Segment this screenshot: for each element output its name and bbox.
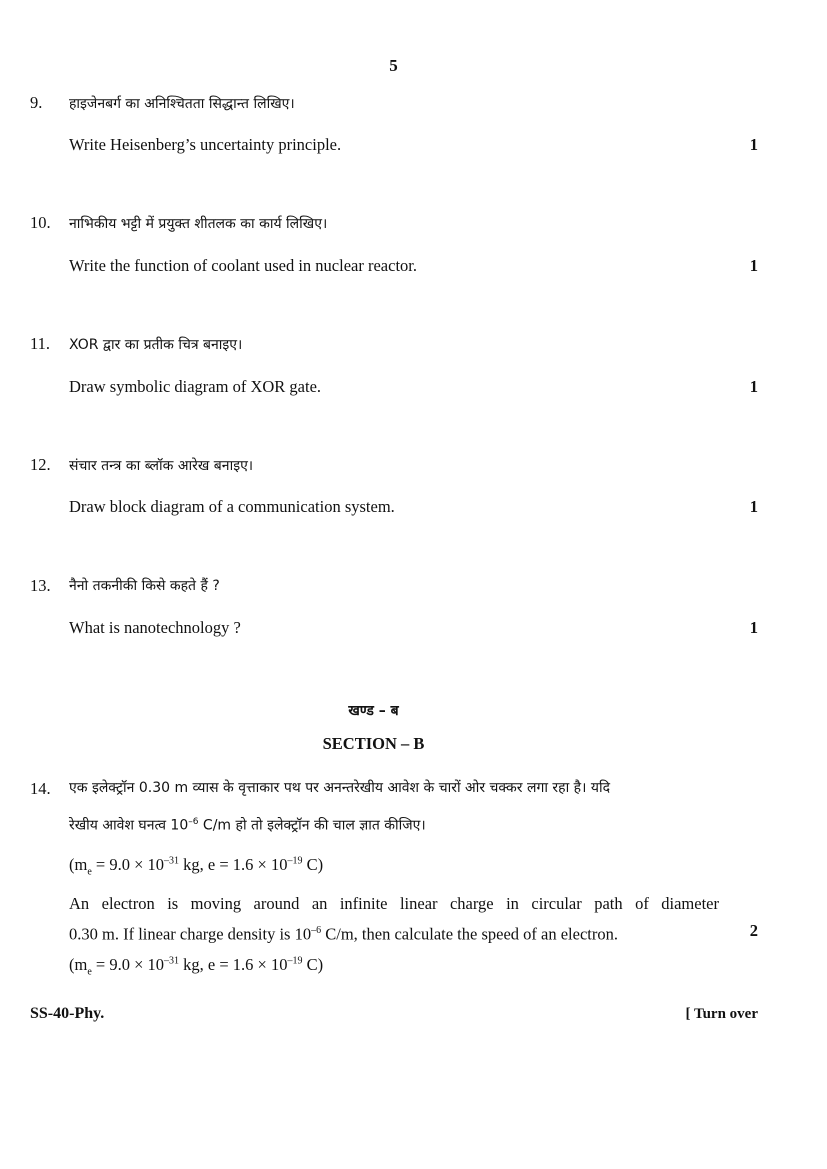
given-constants: ($m_e = 9.0 \times 10^{-31}$ kg, $e = 1.6 \times 10^{-19}$ C)	[69, 955, 324, 978]
question-text-english: Write the function of coolant used in nuclear reactor.	[69, 256, 417, 275]
turn-over-note: [ Turn over	[685, 1006, 758, 1022]
section-heading-english: SECTION – B	[322, 734, 425, 753]
question-number: 10.	[30, 213, 51, 232]
question-text-english-line: An electron is moving around an infinite linear charge in circular path of diameter	[69, 894, 719, 913]
paper-code: SS-40-Phy.	[30, 1005, 105, 1022]
question-number: 13.	[30, 576, 51, 595]
question-number: 14.	[30, 779, 51, 798]
question-text-hindi: XOR द्वार का प्रतीक चित्र बनाइए।	[69, 337, 243, 353]
section-heading-hindi: खण्ड – ब	[348, 703, 399, 719]
question-text-hindi: संचार तन्त्र का ब्लॉक आरेख बनाइए।	[69, 458, 254, 474]
question-text-hindi	[69, 771, 719, 843]
question-marks: 1	[749, 497, 758, 516]
question-text-english: Draw block diagram of a communication system.	[69, 497, 395, 516]
question-marks: 1	[749, 256, 758, 275]
question-number: 9.	[30, 93, 43, 112]
question-text-english	[69, 890, 719, 948]
question-marks: 1	[749, 618, 758, 637]
question-text-hindi: हाइजेनबर्ग का अनिश्चितता सिद्धान्त लिखिए।	[69, 96, 295, 112]
question-text-hindi-line: रेखीय आवेश घनत्व $10^{-6}$ C/m हो तो इलेक्ट्रॉन की चाल ज्ञात कीजिए।	[69, 817, 426, 834]
question-text-english: What is nanotechnology ?	[69, 618, 241, 637]
question-number: 12.	[30, 455, 51, 474]
question-text-hindi: नाभिकीय भट्टी में प्रयुक्त शीतलक का कार्य लिखिए।	[69, 216, 328, 232]
question-number: 11.	[30, 334, 51, 353]
question-text-hindi-line: एक इलेक्ट्रॉन 0.30 m व्यास के वृत्ताकार पथ पर अनन्तरेखीय आवेश के चारों ओर चक्कर लगा रहा है। यदि	[69, 780, 611, 796]
question-text-hindi: नैनो तकनीकी किसे कहते हैं ?	[69, 578, 220, 594]
question-marks: 1	[749, 135, 758, 154]
question-text-english: Write Heisenberg’s uncertainty principle.	[69, 135, 342, 154]
given-constants: ($m_e = 9.0 \times 10^{-31}$ kg, $e = 1.6 \times 10^{-19}$ C)	[69, 855, 324, 878]
page-number: 5	[389, 56, 398, 75]
question-text-english: Draw symbolic diagram of XOR gate.	[69, 377, 322, 396]
question-marks: 2	[749, 921, 758, 940]
question-text-english-line: 0.30 m. If linear charge density is $10^{-6}$ C/m, then calculate the speed of an electron.	[69, 924, 618, 944]
question-marks: 1	[749, 377, 758, 396]
